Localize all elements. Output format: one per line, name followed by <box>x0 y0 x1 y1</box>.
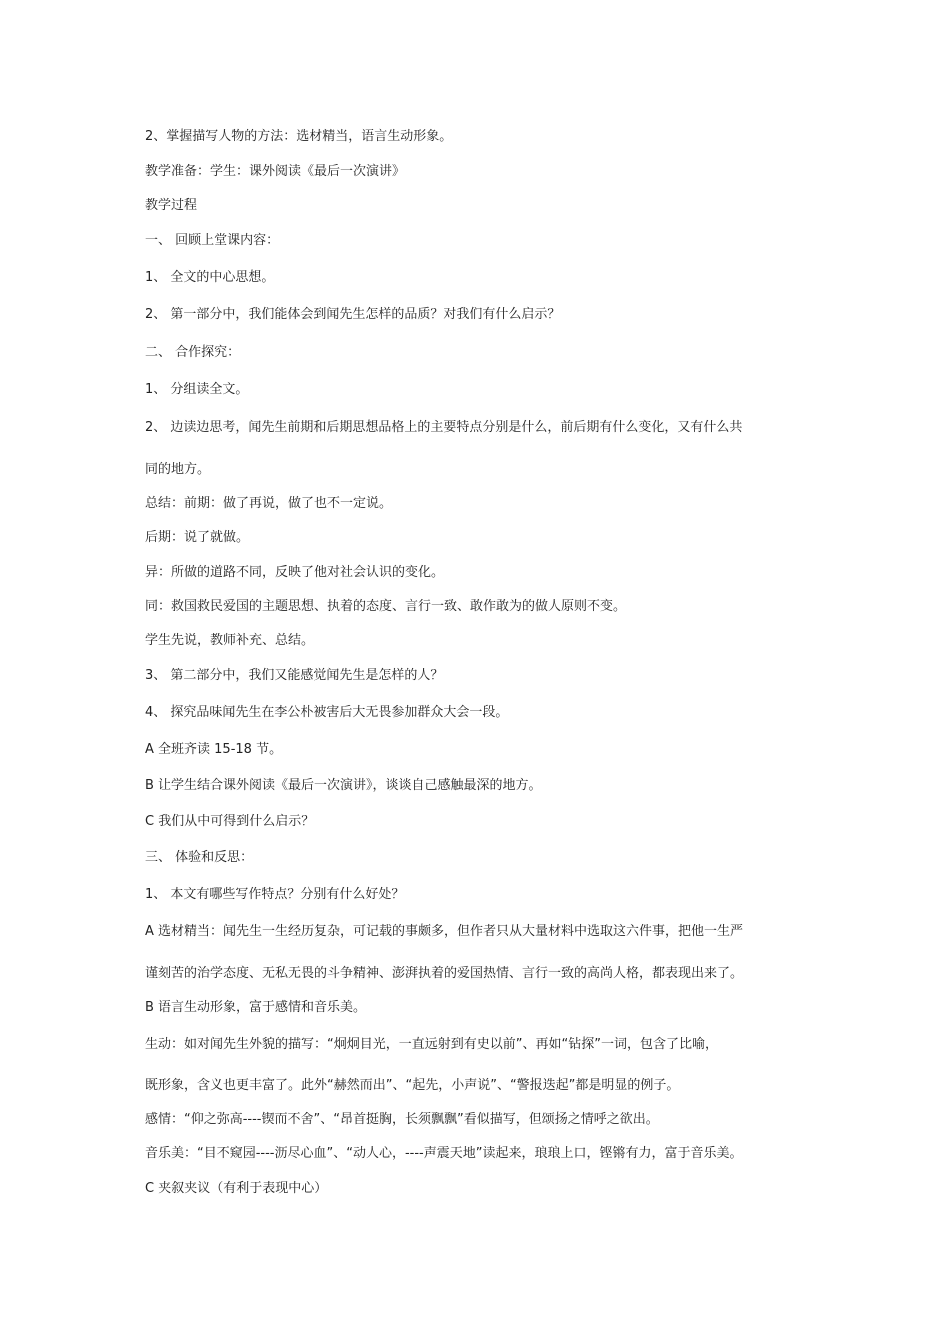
text-line: A 选材精当：闻先生一生经历复杂，可记载的事颇多，但作者只从大量材料中选取这六件事，把他一生严 <box>145 924 744 939</box>
text-line: 一、 回顾上堂课内容： <box>145 233 280 248</box>
text-line: 后期：说了就做。 <box>145 530 250 545</box>
text-line: B 语言生动形象，富于感情和音乐美。 <box>145 1000 367 1015</box>
text-line: 2、掌握描写人物的方法：选材精当，语言生动形象。 <box>145 129 453 144</box>
text-line: 音乐美：“目不窥园----沥尽心血”、“动人心，----声震天地”读起来，琅琅上口，铿锵有力，富于音乐美。 <box>145 1146 743 1161</box>
text-line: 4、 探究品味闻先生在李公朴被害后大无畏参加群众大会一段。 <box>145 705 509 720</box>
text-line: 三、 体验和反思： <box>145 850 254 865</box>
text-line: 1、 分组读全文。 <box>145 382 249 397</box>
text-line: C 夹叙夹议（有利于表现中心） <box>145 1181 328 1196</box>
text-line: C 我们从中可得到什么启示？ <box>145 814 315 829</box>
text-line: 1、 本文有哪些写作特点？分别有什么好处？ <box>145 887 405 902</box>
text-line: 教学过程 <box>145 198 198 213</box>
text-line: 1、 全文的中心思想。 <box>145 270 275 285</box>
text-line: 3、 第二部分中，我们又能感觉闻先生是怎样的人？ <box>145 668 444 683</box>
text-line: 生动：如对闻先生外貌的描写：“炯炯目光，一直远射到有史以前”、再如“钻探”一词，包含了比喻， <box>145 1037 718 1052</box>
text-line: 教学准备：学生：课外阅读《最后一次演讲》 <box>145 164 406 179</box>
text-line: 感情：“仰之弥高----锲而不舍”、“昂首挺胸，长须飘飘”看似描写，但颂扬之情呼之欲出。 <box>145 1112 659 1127</box>
text-line: 学生先说，教师补充、总结。 <box>145 633 315 648</box>
text-line: B 让学生结合课外阅读《最后一次演讲》，谈谈自己感触最深的地方。 <box>145 778 542 793</box>
text-line: 2、 第一部分中，我们能体会到闻先生怎样的品质？对我们有什么启示？ <box>145 307 561 322</box>
text-line: 谨刻苦的治学态度、无私无畏的斗争精神、澎湃执着的爱国热情、言行一致的高尚人格，都表现出来了。 <box>145 966 744 981</box>
text-line: 同：救国救民爱国的主题思想、执着的态度、言行一致、敢作敢为的做人原则不变。 <box>145 599 627 614</box>
text-line: 同的地方。 <box>145 462 211 477</box>
text-line: 既形象，含义也更丰富了。此外“赫然而出”、“起先，小声说”、“警报迭起”都是明显的例子。 <box>145 1078 680 1093</box>
text-line: A 全班齐读 15-18 节。 <box>145 742 283 757</box>
text-line: 二、 合作探究： <box>145 345 241 360</box>
text-line: 异：所做的道路不同，反映了他对社会认识的变化。 <box>145 565 445 580</box>
text-line: 2、 边读边思考，闻先生前期和后期思想品格上的主要特点分别是什么，前后期有什么变化，又有什么共 <box>145 420 743 435</box>
text-line: 总结：前期：做了再说，做了也不一定说。 <box>145 496 393 511</box>
